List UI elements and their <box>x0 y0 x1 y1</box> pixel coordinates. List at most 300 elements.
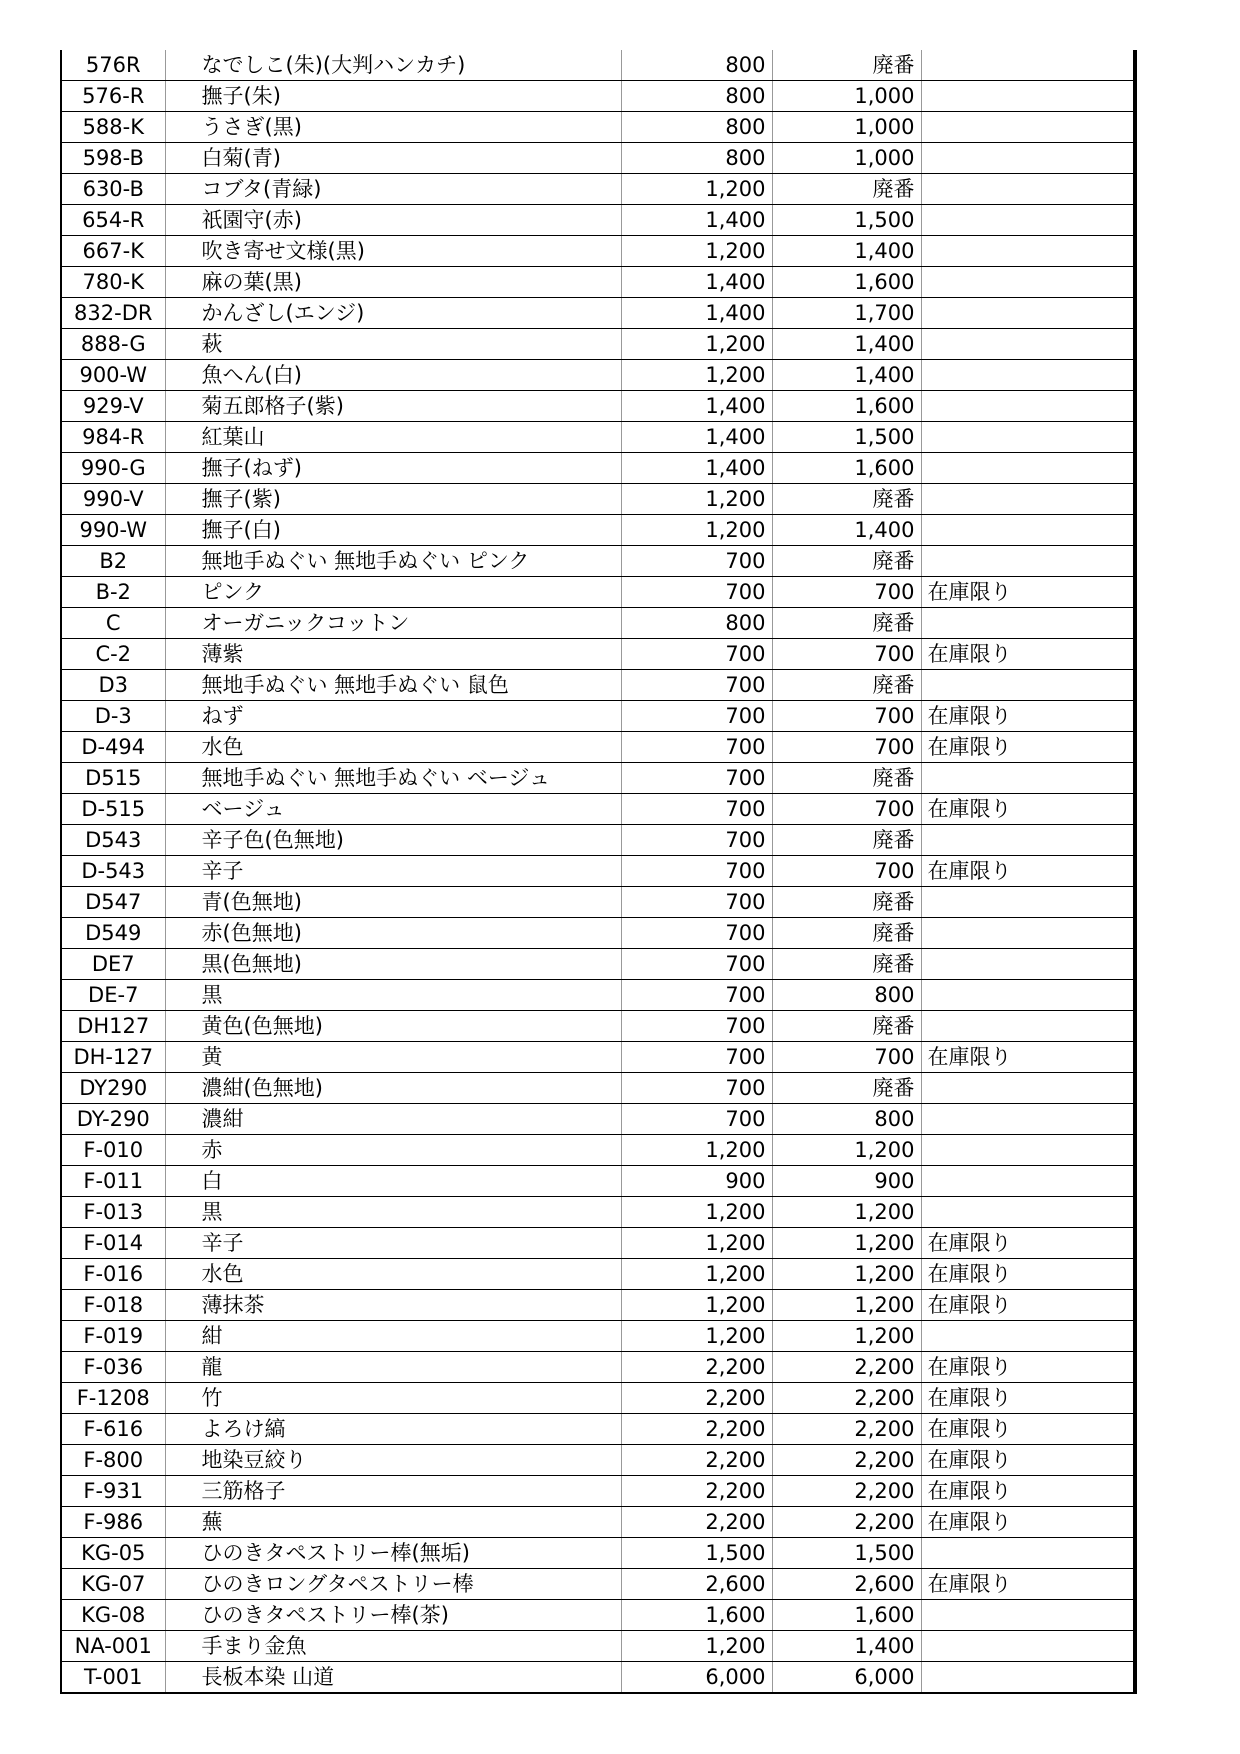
product-name-cell: 赤 <box>165 1135 621 1166</box>
price-cell: 700 <box>621 825 772 856</box>
new-price-cell: 1,500 <box>772 1538 921 1569</box>
note-cell: 在庫限り <box>921 1414 1135 1445</box>
product-code-cell: F-1208 <box>61 1383 165 1414</box>
product-code-cell: F-019 <box>61 1321 165 1352</box>
table-row <box>61 1414 1135 1445</box>
price-cell: 700 <box>621 1011 772 1042</box>
product-code-cell: 900-W <box>61 360 165 391</box>
product-code-cell: 654-R <box>61 205 165 236</box>
new-price-cell: 1,600 <box>772 453 921 484</box>
table-row <box>61 1197 1135 1228</box>
note-cell <box>921 298 1135 329</box>
product-code-cell: D-3 <box>61 701 165 732</box>
price-cell: 1,200 <box>621 1290 772 1321</box>
table-row <box>61 1569 1135 1600</box>
table-row <box>61 1662 1135 1694</box>
table-row <box>61 825 1135 856</box>
product-code-cell: 990-G <box>61 453 165 484</box>
product-name-cell: 龍 <box>165 1352 621 1383</box>
price-cell: 700 <box>621 949 772 980</box>
note-cell <box>921 949 1135 980</box>
note-cell: 在庫限り <box>921 1352 1135 1383</box>
note-cell: 在庫限り <box>921 639 1135 670</box>
table-row <box>61 329 1135 360</box>
price-list-table <box>60 50 1137 1694</box>
product-code-cell: 588-K <box>61 112 165 143</box>
product-name-cell: 麻の葉(黒) <box>165 267 621 298</box>
table-row <box>61 1042 1135 1073</box>
price-cell: 6,000 <box>621 1662 772 1694</box>
note-cell <box>921 887 1135 918</box>
new-price-cell: 1,500 <box>772 205 921 236</box>
product-code-cell: F-036 <box>61 1352 165 1383</box>
note-cell <box>921 825 1135 856</box>
product-name-cell: 魚へん(白) <box>165 360 621 391</box>
price-cell: 700 <box>621 1042 772 1073</box>
price-cell: 1,200 <box>621 360 772 391</box>
new-price-cell: 廃番 <box>772 484 921 515</box>
new-price-cell: 700 <box>772 639 921 670</box>
product-name-cell: うさぎ(黒) <box>165 112 621 143</box>
table-row <box>61 1476 1135 1507</box>
product-code-cell: T-001 <box>61 1662 165 1694</box>
product-name-cell: 無地手ぬぐい 無地手ぬぐい 鼠色 <box>165 670 621 701</box>
price-cell: 1,400 <box>621 391 772 422</box>
price-cell: 2,200 <box>621 1352 772 1383</box>
product-name-cell: 薄紫 <box>165 639 621 670</box>
product-code-cell: 990-V <box>61 484 165 515</box>
table-row <box>61 732 1135 763</box>
product-name-cell: 黒 <box>165 980 621 1011</box>
table-row <box>61 1445 1135 1476</box>
note-cell <box>921 1073 1135 1104</box>
product-name-cell: コブタ(青緑) <box>165 174 621 205</box>
price-list-body <box>61 50 1135 1693</box>
product-name-cell: 白 <box>165 1166 621 1197</box>
note-cell <box>921 1166 1135 1197</box>
price-cell: 700 <box>621 980 772 1011</box>
new-price-cell: 700 <box>772 794 921 825</box>
new-price-cell: 1,200 <box>772 1197 921 1228</box>
new-price-cell: 1,200 <box>772 1228 921 1259</box>
product-code-cell: D-543 <box>61 856 165 887</box>
product-code-cell: DE7 <box>61 949 165 980</box>
new-price-cell: 廃番 <box>772 763 921 794</box>
product-code-cell: F-010 <box>61 1135 165 1166</box>
product-name-cell: 菊五郎格子(紫) <box>165 391 621 422</box>
table-row <box>61 1631 1135 1662</box>
price-cell: 1,400 <box>621 453 772 484</box>
table-row <box>61 174 1135 205</box>
note-cell: 在庫限り <box>921 856 1135 887</box>
product-name-cell: 青(色無地) <box>165 887 621 918</box>
price-cell: 1,400 <box>621 422 772 453</box>
price-cell: 2,200 <box>621 1383 772 1414</box>
note-cell <box>921 1135 1135 1166</box>
product-name-cell: ねず <box>165 701 621 732</box>
price-cell: 700 <box>621 1073 772 1104</box>
table-row <box>61 1352 1135 1383</box>
new-price-cell: 廃番 <box>772 1011 921 1042</box>
note-cell <box>921 329 1135 360</box>
product-name-cell: かんざし(エンジ) <box>165 298 621 329</box>
table-row <box>61 112 1135 143</box>
new-price-cell: 700 <box>772 856 921 887</box>
price-cell: 1,200 <box>621 515 772 546</box>
table-row <box>61 794 1135 825</box>
new-price-cell: 800 <box>772 980 921 1011</box>
new-price-cell: 900 <box>772 1166 921 1197</box>
product-code-cell: D-515 <box>61 794 165 825</box>
note-cell <box>921 608 1135 639</box>
product-code-cell: 576R <box>61 50 165 81</box>
product-name-cell: 無地手ぬぐい 無地手ぬぐい ベージュ <box>165 763 621 794</box>
table-row <box>61 670 1135 701</box>
new-price-cell: 廃番 <box>772 1073 921 1104</box>
price-cell: 2,600 <box>621 1569 772 1600</box>
product-name-cell: 撫子(ねず) <box>165 453 621 484</box>
product-code-cell: DH127 <box>61 1011 165 1042</box>
note-cell <box>921 174 1135 205</box>
product-code-cell: KG-08 <box>61 1600 165 1631</box>
note-cell <box>921 360 1135 391</box>
product-name-cell: 三筋格子 <box>165 1476 621 1507</box>
new-price-cell: 1,600 <box>772 391 921 422</box>
new-price-cell: 2,200 <box>772 1352 921 1383</box>
table-row <box>61 1135 1135 1166</box>
product-name-cell: 萩 <box>165 329 621 360</box>
product-name-cell: 地染豆絞り <box>165 1445 621 1476</box>
new-price-cell: 1,200 <box>772 1321 921 1352</box>
product-code-cell: C <box>61 608 165 639</box>
table-row <box>61 918 1135 949</box>
note-cell: 在庫限り <box>921 1445 1135 1476</box>
product-code-cell: 780-K <box>61 267 165 298</box>
table-row <box>61 50 1135 81</box>
table-row <box>61 391 1135 422</box>
product-name-cell: 濃紺 <box>165 1104 621 1135</box>
new-price-cell: 1,500 <box>772 422 921 453</box>
new-price-cell: 1,400 <box>772 360 921 391</box>
product-name-cell: 撫子(朱) <box>165 81 621 112</box>
new-price-cell: 廃番 <box>772 546 921 577</box>
product-code-cell: 832-DR <box>61 298 165 329</box>
price-cell: 700 <box>621 701 772 732</box>
product-name-cell: 白菊(青) <box>165 143 621 174</box>
product-name-cell: 吹き寄せ文様(黒) <box>165 236 621 267</box>
product-name-cell: 水色 <box>165 1259 621 1290</box>
table-row <box>61 577 1135 608</box>
product-name-cell: 撫子(白) <box>165 515 621 546</box>
product-name-cell: 薄抹茶 <box>165 1290 621 1321</box>
table-row <box>61 515 1135 546</box>
note-cell: 在庫限り <box>921 732 1135 763</box>
product-name-cell: 黒(色無地) <box>165 949 621 980</box>
note-cell <box>921 50 1135 81</box>
new-price-cell: 6,000 <box>772 1662 921 1694</box>
product-code-cell: C-2 <box>61 639 165 670</box>
table-row <box>61 236 1135 267</box>
price-cell: 1,200 <box>621 174 772 205</box>
product-name-cell: 辛子 <box>165 1228 621 1259</box>
new-price-cell: 1,200 <box>772 1259 921 1290</box>
table-row <box>61 1321 1135 1352</box>
product-name-cell: 撫子(紫) <box>165 484 621 515</box>
note-cell <box>921 1321 1135 1352</box>
product-code-cell: 929-V <box>61 391 165 422</box>
new-price-cell: 700 <box>772 701 921 732</box>
product-name-cell: 長板本染 山道 <box>165 1662 621 1694</box>
product-name-cell: ひのきタペストリー棒(茶) <box>165 1600 621 1631</box>
note-cell: 在庫限り <box>921 1259 1135 1290</box>
product-code-cell: F-011 <box>61 1166 165 1197</box>
product-code-cell: 888-G <box>61 329 165 360</box>
product-name-cell: 黄色(色無地) <box>165 1011 621 1042</box>
product-code-cell: F-931 <box>61 1476 165 1507</box>
new-price-cell: 廃番 <box>772 949 921 980</box>
price-cell: 800 <box>621 608 772 639</box>
product-code-cell: F-016 <box>61 1259 165 1290</box>
product-code-cell: B2 <box>61 546 165 577</box>
price-cell: 700 <box>621 856 772 887</box>
product-name-cell: 辛子 <box>165 856 621 887</box>
price-cell: 1,400 <box>621 267 772 298</box>
price-cell: 1,400 <box>621 205 772 236</box>
table-row <box>61 1290 1135 1321</box>
product-name-cell: 濃紺(色無地) <box>165 1073 621 1104</box>
price-cell: 2,200 <box>621 1507 772 1538</box>
new-price-cell: 廃番 <box>772 887 921 918</box>
table-row <box>61 608 1135 639</box>
new-price-cell: 2,600 <box>772 1569 921 1600</box>
table-row <box>61 484 1135 515</box>
table-row <box>61 546 1135 577</box>
product-code-cell: 598-B <box>61 143 165 174</box>
product-code-cell: F-013 <box>61 1197 165 1228</box>
price-cell: 2,200 <box>621 1445 772 1476</box>
product-name-cell: よろけ縞 <box>165 1414 621 1445</box>
new-price-cell: 700 <box>772 1042 921 1073</box>
product-code-cell: D-494 <box>61 732 165 763</box>
price-cell: 1,200 <box>621 1197 772 1228</box>
new-price-cell: 廃番 <box>772 50 921 81</box>
product-name-cell: 紅葉山 <box>165 422 621 453</box>
table-row <box>61 1600 1135 1631</box>
table-row <box>61 1228 1135 1259</box>
product-code-cell: D547 <box>61 887 165 918</box>
product-name-cell: 赤(色無地) <box>165 918 621 949</box>
table-row <box>61 1073 1135 1104</box>
new-price-cell: 700 <box>772 732 921 763</box>
product-code-cell: 630-B <box>61 174 165 205</box>
product-name-cell: 黒 <box>165 1197 621 1228</box>
product-code-cell: KG-07 <box>61 1569 165 1600</box>
new-price-cell: 1,600 <box>772 267 921 298</box>
note-cell: 在庫限り <box>921 1476 1135 1507</box>
note-cell <box>921 112 1135 143</box>
note-cell <box>921 453 1135 484</box>
price-cell: 1,400 <box>621 298 772 329</box>
product-code-cell: D549 <box>61 918 165 949</box>
product-code-cell: KG-05 <box>61 1538 165 1569</box>
note-cell <box>921 81 1135 112</box>
price-cell: 1,200 <box>621 329 772 360</box>
new-price-cell: 1,200 <box>772 1290 921 1321</box>
note-cell: 在庫限り <box>921 1569 1135 1600</box>
price-cell: 1,200 <box>621 236 772 267</box>
note-cell <box>921 1662 1135 1694</box>
new-price-cell: 廃番 <box>772 608 921 639</box>
new-price-cell: 1,400 <box>772 329 921 360</box>
note-cell <box>921 1104 1135 1135</box>
new-price-cell: 1,000 <box>772 81 921 112</box>
table-row <box>61 1383 1135 1414</box>
product-code-cell: F-800 <box>61 1445 165 1476</box>
note-cell <box>921 515 1135 546</box>
note-cell: 在庫限り <box>921 1042 1135 1073</box>
price-cell: 800 <box>621 143 772 174</box>
product-code-cell: DH-127 <box>61 1042 165 1073</box>
price-cell: 700 <box>621 577 772 608</box>
new-price-cell: 700 <box>772 577 921 608</box>
price-cell: 700 <box>621 887 772 918</box>
note-cell <box>921 918 1135 949</box>
table-row <box>61 980 1135 1011</box>
price-cell: 1,500 <box>621 1538 772 1569</box>
table-row <box>61 856 1135 887</box>
note-cell <box>921 763 1135 794</box>
price-cell: 700 <box>621 1104 772 1135</box>
product-name-cell: ベージュ <box>165 794 621 825</box>
new-price-cell: 廃番 <box>772 825 921 856</box>
price-cell: 1,200 <box>621 1321 772 1352</box>
product-code-cell: D543 <box>61 825 165 856</box>
price-cell: 700 <box>621 918 772 949</box>
note-cell: 在庫限り <box>921 1228 1135 1259</box>
new-price-cell: 1,700 <box>772 298 921 329</box>
new-price-cell: 廃番 <box>772 670 921 701</box>
table-row <box>61 1011 1135 1042</box>
table-row <box>61 639 1135 670</box>
product-code-cell: F-014 <box>61 1228 165 1259</box>
product-name-cell: ピンク <box>165 577 621 608</box>
table-row <box>61 887 1135 918</box>
new-price-cell: 1,400 <box>772 515 921 546</box>
table-row <box>61 422 1135 453</box>
note-cell <box>921 546 1135 577</box>
product-name-cell: 蕪 <box>165 1507 621 1538</box>
product-code-cell: DY290 <box>61 1073 165 1104</box>
price-cell: 700 <box>621 639 772 670</box>
price-cell: 700 <box>621 670 772 701</box>
price-cell: 700 <box>621 546 772 577</box>
price-cell: 2,200 <box>621 1476 772 1507</box>
new-price-cell: 800 <box>772 1104 921 1135</box>
product-code-cell: NA-001 <box>61 1631 165 1662</box>
product-name-cell: オーガニックコットン <box>165 608 621 639</box>
note-cell <box>921 1631 1135 1662</box>
price-cell: 900 <box>621 1166 772 1197</box>
note-cell <box>921 484 1135 515</box>
new-price-cell: 2,200 <box>772 1414 921 1445</box>
new-price-cell: 1,000 <box>772 112 921 143</box>
price-cell: 1,200 <box>621 1135 772 1166</box>
table-row <box>61 1538 1135 1569</box>
note-cell: 在庫限り <box>921 1507 1135 1538</box>
note-cell: 在庫限り <box>921 701 1135 732</box>
price-cell: 700 <box>621 763 772 794</box>
product-name-cell: 水色 <box>165 732 621 763</box>
note-cell: 在庫限り <box>921 1383 1135 1414</box>
product-name-cell: 紺 <box>165 1321 621 1352</box>
price-cell: 700 <box>621 794 772 825</box>
product-name-cell: 手まり金魚 <box>165 1631 621 1662</box>
table-row <box>61 360 1135 391</box>
table-row <box>61 1104 1135 1135</box>
product-code-cell: 667-K <box>61 236 165 267</box>
new-price-cell: 1,400 <box>772 1631 921 1662</box>
table-row <box>61 1259 1135 1290</box>
price-cell: 800 <box>621 112 772 143</box>
note-cell <box>921 422 1135 453</box>
new-price-cell: 1,200 <box>772 1135 921 1166</box>
product-code-cell: F-616 <box>61 1414 165 1445</box>
table-row <box>61 81 1135 112</box>
new-price-cell: 2,200 <box>772 1383 921 1414</box>
new-price-cell: 1,600 <box>772 1600 921 1631</box>
product-name-cell: ひのきタペストリー棒(無垢) <box>165 1538 621 1569</box>
product-code-cell: B-2 <box>61 577 165 608</box>
table-row <box>61 453 1135 484</box>
price-cell: 2,200 <box>621 1414 772 1445</box>
product-code-cell: F-986 <box>61 1507 165 1538</box>
note-cell <box>921 1197 1135 1228</box>
table-row <box>61 1507 1135 1538</box>
table-row <box>61 298 1135 329</box>
product-code-cell: DE-7 <box>61 980 165 1011</box>
product-name-cell: 無地手ぬぐい 無地手ぬぐい ピンク <box>165 546 621 577</box>
note-cell: 在庫限り <box>921 1290 1135 1321</box>
table-row <box>61 701 1135 732</box>
product-name-cell: 辛子色(色無地) <box>165 825 621 856</box>
note-cell <box>921 1600 1135 1631</box>
new-price-cell: 1,000 <box>772 143 921 174</box>
note-cell <box>921 1538 1135 1569</box>
product-code-cell: 990-W <box>61 515 165 546</box>
price-cell: 1,200 <box>621 1631 772 1662</box>
price-cell: 1,200 <box>621 1228 772 1259</box>
product-code-cell: DY-290 <box>61 1104 165 1135</box>
product-name-cell: 竹 <box>165 1383 621 1414</box>
table-row <box>61 205 1135 236</box>
note-cell <box>921 1011 1135 1042</box>
price-cell: 1,200 <box>621 484 772 515</box>
new-price-cell: 廃番 <box>772 174 921 205</box>
product-code-cell: 984-R <box>61 422 165 453</box>
new-price-cell: 1,400 <box>772 236 921 267</box>
note-cell: 在庫限り <box>921 794 1135 825</box>
price-cell: 800 <box>621 81 772 112</box>
note-cell <box>921 980 1135 1011</box>
table-row <box>61 143 1135 174</box>
product-name-cell: 祇園守(赤) <box>165 205 621 236</box>
note-cell <box>921 670 1135 701</box>
table-row <box>61 763 1135 794</box>
table-row <box>61 949 1135 980</box>
price-cell: 1,600 <box>621 1600 772 1631</box>
product-code-cell: 576-R <box>61 81 165 112</box>
note-cell <box>921 143 1135 174</box>
